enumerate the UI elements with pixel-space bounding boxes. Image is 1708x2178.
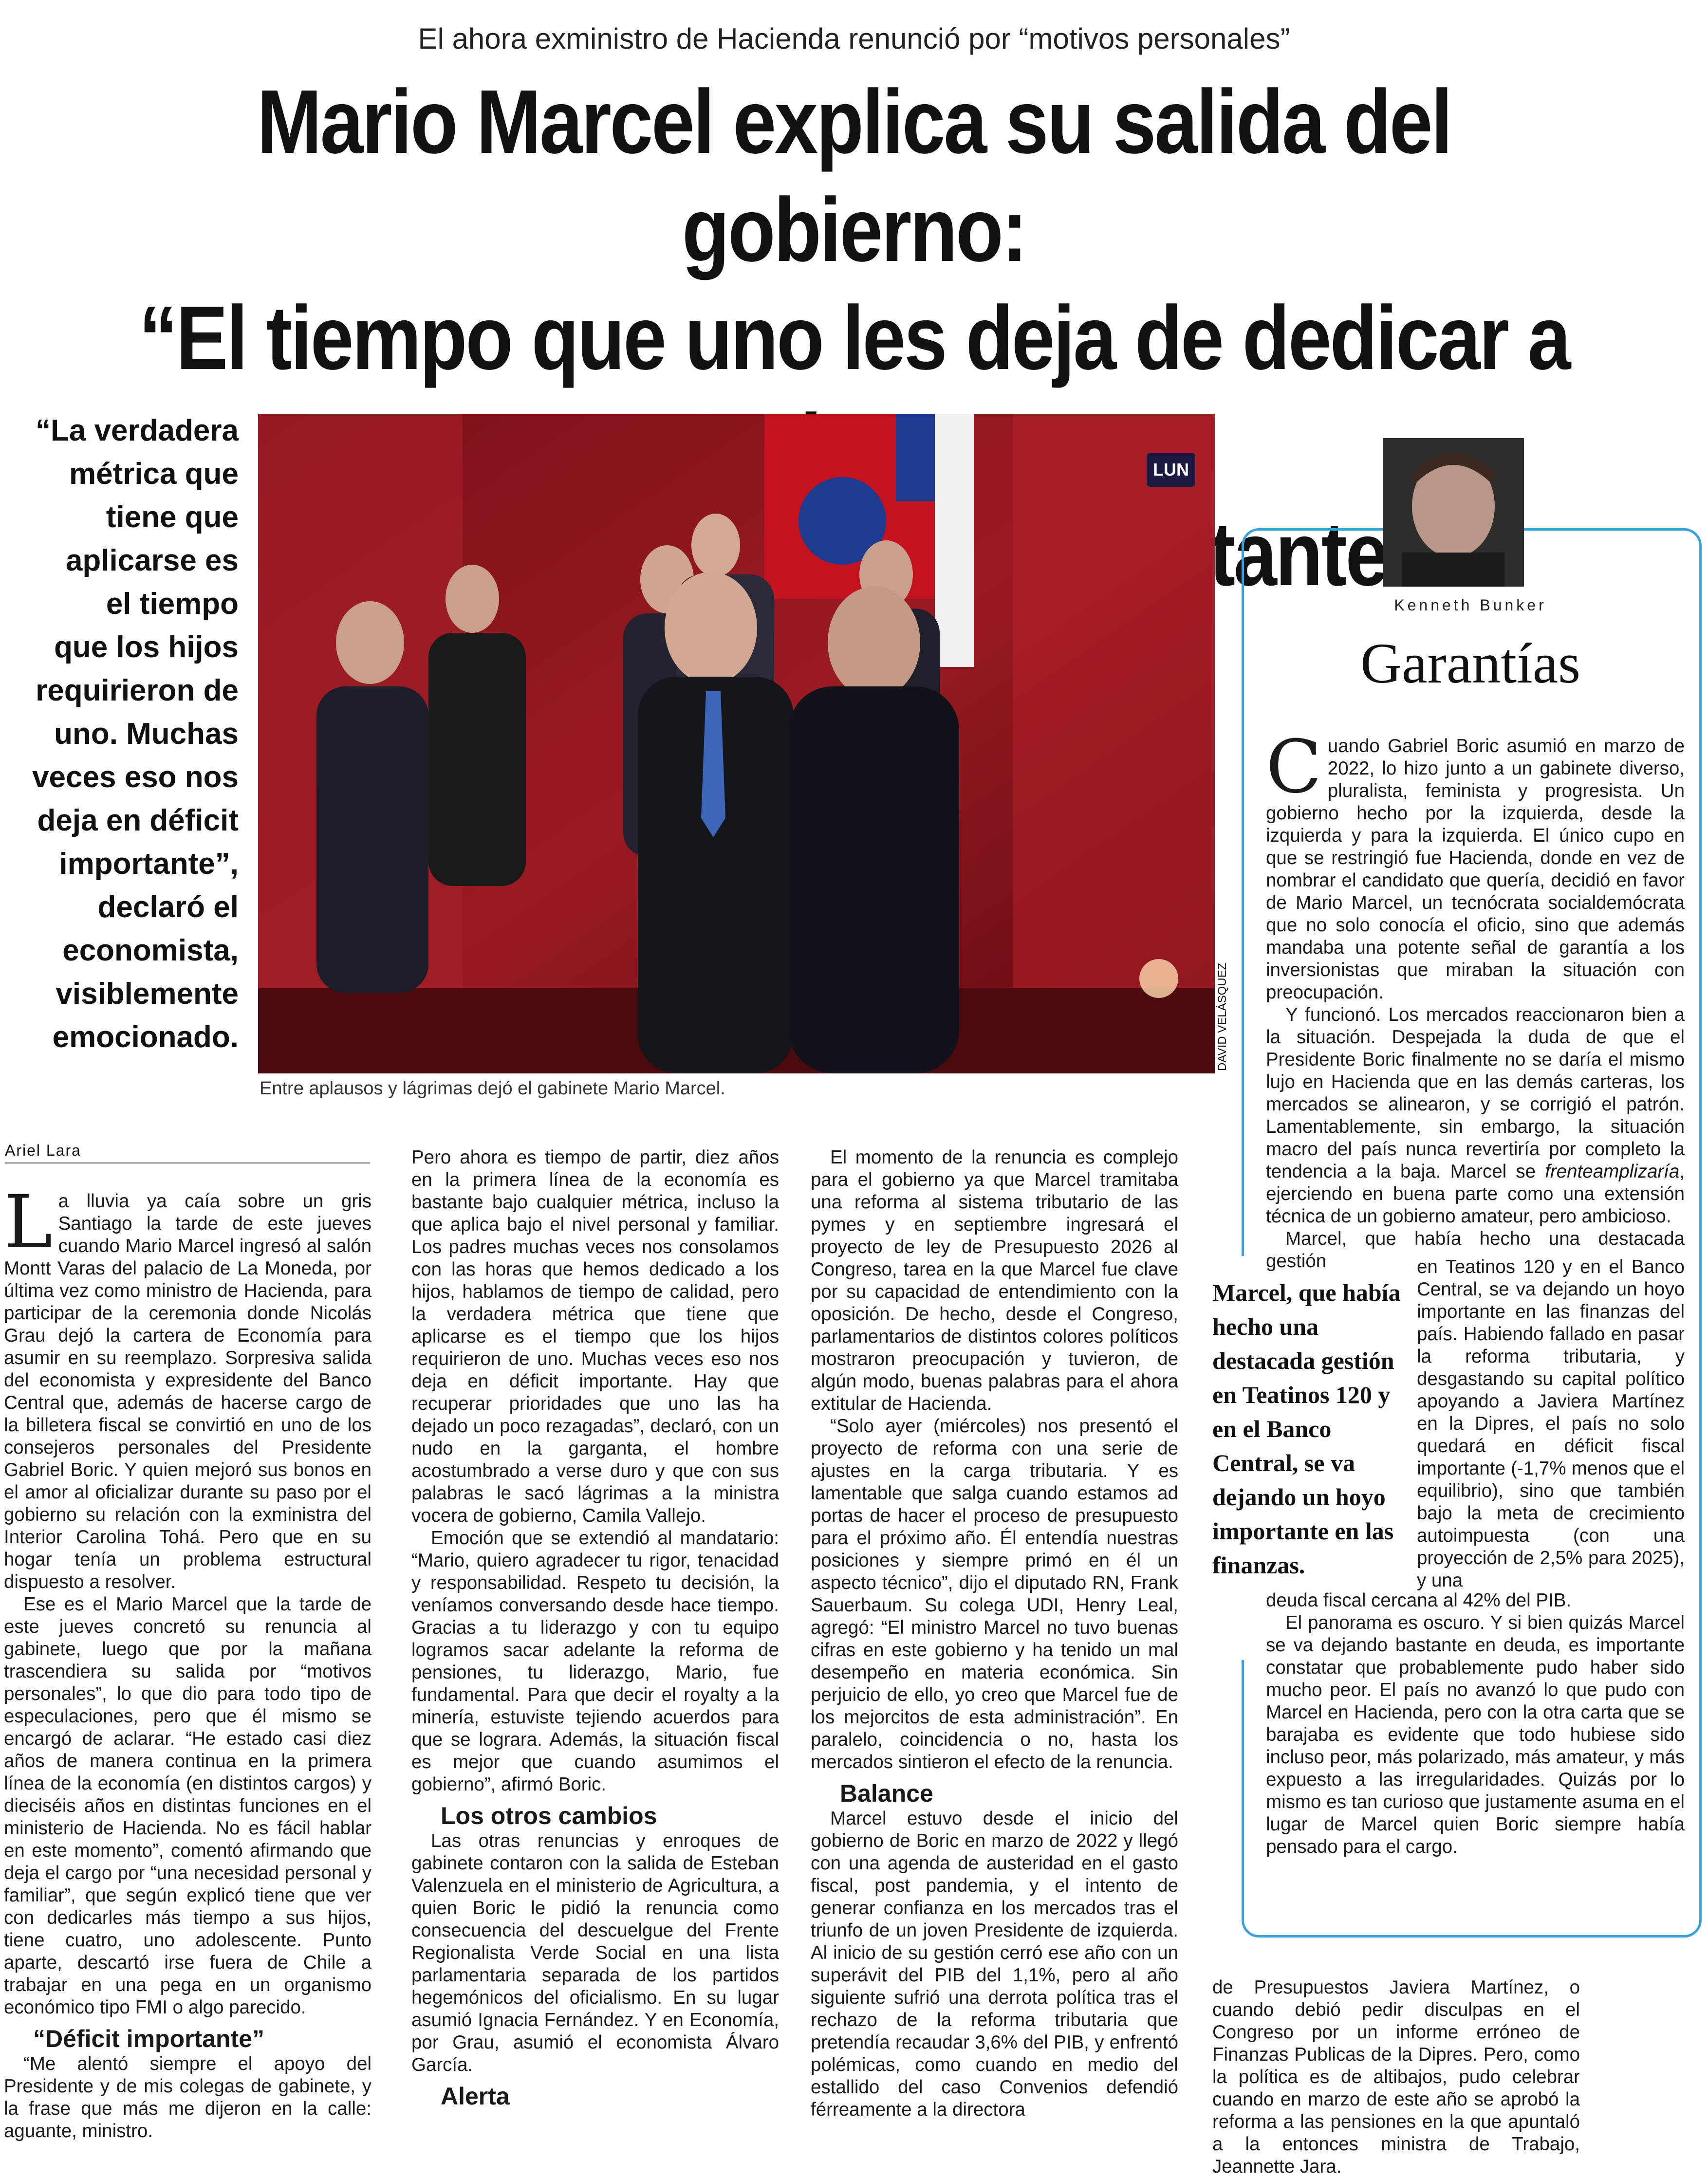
paragraph: en Teatinos 120 y en el Banco Central, se va dejando un hoyo importante en las finanzas del país. Habiendo fallado en pasar la reforma tributaria, y desgastando su capital político apoyando a Javiera Martínez en la Dipres, el país no solo quedará en déficit fiscal importante (-1,7% menos que el equilibrio), sino que también bajo la meta de crecimiento autoimpuesta (con una proyección de 2,5% para 2025), y una	[1417, 1256, 1685, 1591]
pull-quote-line: visiblemente	[56, 977, 239, 1011]
column-box-gap	[1193, 1597, 1246, 1660]
pull-quote-line: importante”,	[59, 847, 239, 881]
subhead: Los otros cambios	[441, 1802, 657, 1829]
pull-quote-line: tiene que	[106, 500, 239, 534]
paragraph: “Solo ayer (miércoles) nos presentó el proyecto de reforma con una serie de ajustes en la carga tributaria. Y es lamentable que salga cuando estamos ad portas de hacer el proceso de presupuesto para el próximo año. Él entendía nuestras posiciones y siempre primó en él un aspecto técnico”, dijo el diputado RN, Frank Sauerbaum. Su colega UDI, Henry Leal, agregó: “El ministro Marcel no tuvo buenas cifras en este gobierno y ha tenido un mal desempeño en materia económica. Sin perjuicio de ello, yo creo que Marcel fue de los mejorcitos de esta administración”. En paralelo, coincidencia o no, hasta los mercados sintieron el efecto de la renuncia.	[811, 1416, 1178, 1772]
column-title: Garantías	[1360, 631, 1581, 695]
dropcap: L	[4, 1180, 53, 1265]
pull-quote-line: deja en déficit	[37, 804, 239, 837]
pull-quote-line: requirieron de	[36, 674, 239, 707]
paragraph: de Presupuestos Javiera Martínez, o cuando debió pedir disculpas en el Congreso por un informe erróneo de Finanzas Publicas de la Dipres. Pero, como la política es de altibajos, pudo celebrar cuando en marzo de este año se aprobó la reforma a las pensiones en la que apuntaló a la entonces ministra de Trabajo, Jeannette Jara.	[1212, 1977, 1580, 2177]
paragraph: Pero ahora es tiempo de partir, diez años en la primera línea de la economía es bastante bajo cualquier métrica, incluso la que aplica bajo el nivel personal y familiar. Los padres muchas veces nos consolamos con las horas que hemos dedicado a los hijos, hablamos de tiempo de calidad, pero la verdadera métrica que tiene que aplicarse es el tiempo que los hijos requirieron de uno. Muchas veces eso nos deja en déficit importante. Hay que recuperar prioridades que uno las ha dejado un poco rezagadas”, declaró, con un nudo en la garganta, el hombre acostumbrado a verse duro y que con sus palabras le sacó lágrimas a la ministra vocera de gobierno, Camila Vallejo.	[411, 1147, 779, 1526]
pull-quote-line: que los hijos	[54, 630, 239, 664]
text-run-italic: frenteamplizaría	[1545, 1161, 1680, 1182]
kicker: El ahora exministro de Hacienda renunció por “motivos personales”	[418, 22, 1290, 55]
photo-caption: Entre aplausos y lágrimas dejó el gabinete Mario Marcel.	[260, 1078, 725, 1099]
pull-quote-line: “La verdadera	[36, 414, 239, 447]
column-author: Kenneth Bunker	[1394, 596, 1547, 614]
article-column-3	[811, 1146, 1178, 2121]
photo-credit-text: DAVID VELÁSQUEZ	[1216, 962, 1229, 1071]
text-run: , ejerciendo en buena parte como una extensión técnica de un gobierno amateur, pero ambicioso.	[1266, 1161, 1685, 1227]
article-column-4	[1212, 1976, 1580, 2178]
dropcap: C	[1266, 725, 1322, 810]
main-photo	[258, 414, 1215, 1073]
paragraph: Marcel estuvo desde el inicio del gobierno de Boric en marzo de 2022 y llegó con una agenda de austeridad en el gasto fiscal, post pandemia, y el intento de generar confianza en los mercados tras el triunfo de un joven Presidente de izquierda. Al inicio de su gestión cerró ese año con un superávit del PIB del 1,1%, pero al año siguiente sufrió una derrota política tras el rechazo de la reforma tributaria que pretendía recaudar 3,6% del PIB, y enfrentó polémicas, como cuando en medio del estallido del caso Convenios defendió férreamente a la directora	[811, 1808, 1178, 2120]
paragraph: “Me alentó siempre el apoyo del Presidente y de mis colegas de gabinete, y la frase que más me dijeron en la calle: aguante, ministro.	[4, 2053, 371, 2141]
subhead: Balance	[840, 1780, 933, 1807]
column-body-top	[1266, 725, 1685, 1273]
author-avatar	[1383, 438, 1524, 587]
subhead: “Déficit importante”	[33, 2025, 265, 2052]
paragraph: a lluvia ya caía sobre un gris Santiago la tarde de este jueves cuando Mario Marcel ingresó al salón Montt Varas del palacio de La Moneda, por última vez como ministro de Hacienda, para participar de la ceremonia donde Nicolás Grau dejó la cartera de Economía para asumir en su reemplazo. Sorpresiva salida del economista y expresidente del Banco Central que, además de hacerse cargo de la billetera fiscal se convirtió en uno de los consejeros personales del Presidente Gabriel Boric. Y quien mejoró sus bonos en el amor al oficializar durante su paso por el gobierno su relación con la exministra del Interior Carolina Tohá. Pero que en su hogar tenía un problema estructural dispuesto a resolver.	[4, 1191, 371, 1592]
paragraph: El panorama es oscuro. Y si bien quizás Marcel se va dejando bastante en deuda, es importante constatar que probablemente pudo haber sido mucho peor. El país no avanzó lo que pudo con Marcel en Hacienda, pero con la otra carta que se barajaba es evidente que todo hubiese sido incluso peor, más polarizado, más amateur, y más expuesto a las irregularidades. Quizás por lo mismo es tan curioso que justamente asuma en el lugar de Marcel quien Boric siempre había pensado para el cargo.	[1266, 1612, 1685, 1857]
pull-quote-line: uno. Muchas	[54, 717, 239, 751]
paragraph: Ese es el Mario Marcel que la tarde de este jueves concretó su renuncia al gabinete, luego que por la mañana trascendiera su salida por “motivos personales”, lo que dio para todo tipo de especulaciones, pero que él mismo se encargó de aclarar. “He estado casi diez años de manera continua en la primera línea de la economía (en distintos cargos) y dieciséis años en distintas funciones en el ministerio de Hacienda. No es fácil hablar en este momento”, comentó afirmando que deja el cargo por “una necesidad personal y familiar”, que según explicó tiene que ver con dedicarles más tiempo a sus hijos, tiene cuatro, uno adolescente. Punto aparte, descartó irse fuera de Chile a trabajar en una pega en un organismo económico tipo FMI o algo parecido.	[4, 1594, 371, 2018]
text-run: Y funcionó. Los mercados reaccionaron bien a la situación. Despejada la duda de que el Presidente Boric finalmente no se daría el mismo lujo en Hacienda que en las demás carteras, los mercados se alinearon, y se corrigió el patrón. Lamentablemente, sin embargo, la situación macro del país nunca revertiría por completo la tendencia a la baja. Marcel se	[1266, 1004, 1685, 1182]
pull-quote-line: métrica que	[69, 457, 239, 491]
headline-line-2: “El tiempo que uno les deja de dedicar a	[139, 288, 1569, 388]
paragraph: deuda fiscal cercana al 42% del PIB.	[1266, 1590, 1572, 1611]
pull-quote-line: aplicarse es	[65, 544, 239, 577]
paragraph	[1266, 1004, 1685, 1228]
pull-quote	[15, 409, 239, 1059]
article-column-1	[4, 1180, 371, 2142]
headline-line-1: Mario Marcel explica su salida del gobierno:	[257, 72, 1451, 280]
article-column-2	[411, 1146, 779, 2110]
column-body-bottom	[1266, 1589, 1685, 1858]
author-portrait	[1383, 438, 1524, 587]
subhead: Alerta	[441, 2083, 510, 2110]
paragraph: Marcel, que había hecho una destacada gestión	[1266, 1228, 1685, 1272]
paragraph: uando Gabriel Boric asumió en marzo de 2022, lo hizo junto a un gabinete diverso, pluralista, feminista y progresista. Un gobierno hecho por la izquierda, desde la izquierda y para la izquierda. El único cupo en que se restringió fue Hacienda, donde en vez de nombrar el candidato que quería, decidió en favor de Mario Marcel, un tecnócrata socialdemócrata que no solo conocía el oficio, sino que además mandaba una potente señal de garantía a los inversionistas que miraban la situación con preocupación.	[1266, 736, 1685, 1003]
pull-quote-line: declaró el	[97, 890, 239, 924]
column-side-quote: Marcel, que había hecho una destacada gestión en Teatinos 120 y en el Banco Central, se va dejando un hoyo importante en las finanzas.	[1212, 1279, 1401, 1579]
pull-quote-line: veces eso nos	[32, 760, 239, 794]
column-body-middle	[1417, 1256, 1685, 1592]
pull-quote-line: emocionado.	[52, 1020, 239, 1054]
byline: Ariel Lara	[5, 1142, 370, 1163]
photo-illustration	[258, 414, 1215, 1073]
paragraph: Emoción que se extendió al mandatario: “Mario, quiero agradecer tu rigor, tenacidad y responsabilidad. Respeto tu decisión, la veníamos conversando desde hace tiempo. Gracias a tu liderazgo y con tu equipo logramos sacar adelante la reforma de pensiones, tu liderazgo, Mario, fue fundamental. Para que decir el royalty a la minería, estuviste tejiendo acuerdos para que se lograra. Además, la situación fiscal es mejor que cuando asumimos el gobierno”, afirmó Boric.	[411, 1528, 779, 1795]
pull-quote-line: economista,	[62, 934, 239, 967]
photo-credit	[1213, 964, 1233, 1071]
lun-logo-badge: LUN	[1147, 453, 1195, 487]
paragraph: El momento de la renuncia es complejo para el gobierno ya que Marcel tramitaba una reforma al sistema tributario de las pymes y en septiembre ingresará el proyecto de ley de Presupuesto 2026 al Congreso, tarea en la que Marcel fue clave por su capacidad de entendimiento con la oposición. De hecho, desde el Congreso, parlamentarios de distintos colores políticos mostraron preocupación y tuvieron, de algún modo, buenas palabras para el ahora extitular de Hacienda.	[811, 1147, 1178, 1414]
pull-quote-line: el tiempo	[106, 587, 239, 621]
paragraph: Las otras renuncias y enroques de gabinete contaron con la salida de Esteban Valenzuela en el ministerio de Agricultura, a quien Boric le pidió la renuncia como consecuencia del descuelgue del Frente Regionalista Verde Social en una lista parlamentaria separada de los partidos hegemónicos del oficialismo. En su lugar asumió Ignacia Fernández. Y en Economía, por Grau, asumió el economista Álvaro García.	[411, 1830, 779, 2075]
